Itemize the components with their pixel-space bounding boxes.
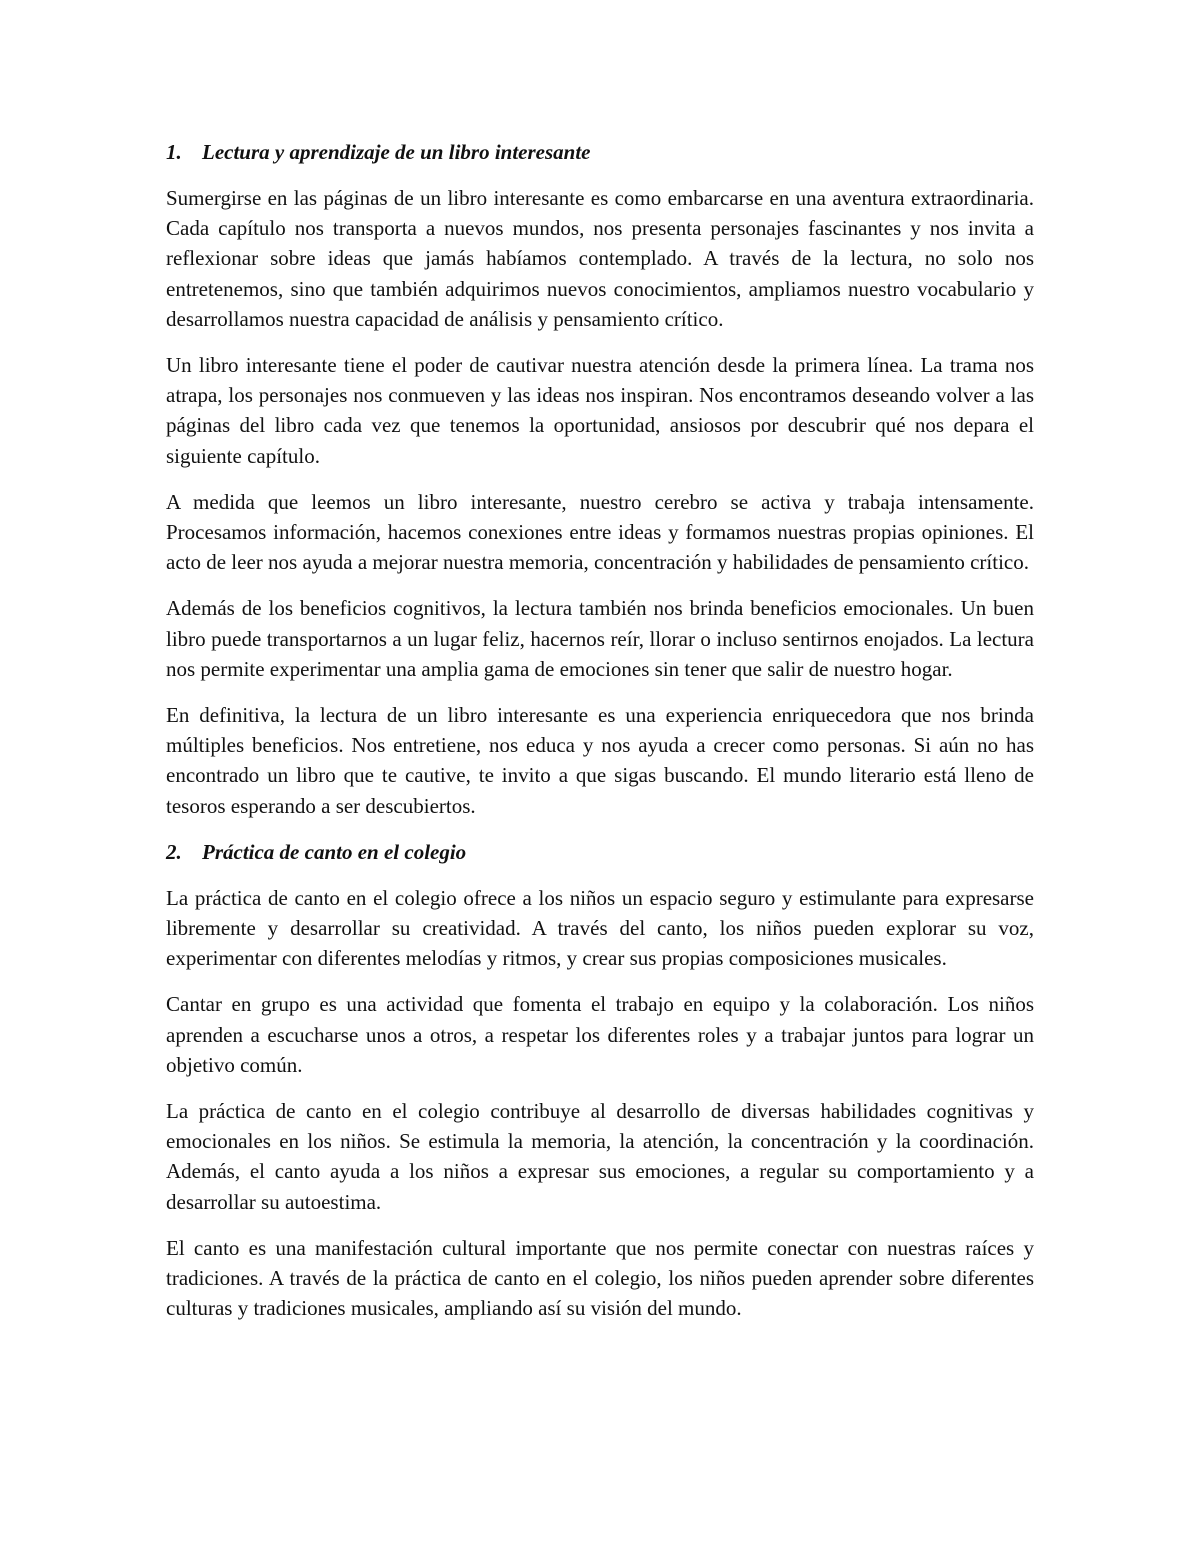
paragraph: En definitiva, la lectura de un libro interesante es una experiencia enriquecedora que nos brinda múltiples beneficios. Nos entretiene, nos educa y nos ayuda a crecer como personas. Si aún no has encontrado un libro que te cautive, te invito a que sigas buscando. El mundo literario está lleno de tesoros esperando a ser descubiertos.	[166, 703, 1034, 818]
section-lectura	[166, 137, 1034, 821]
paragraph: Sumergirse en las páginas de un libro interesante es como embarcarse en una aventura extraordinaria. Cada capítulo nos transporta a nuevos mundos, nos presenta personajes fascinantes y nos invita a reflexionar sobre ideas que jamás habíamos contemplado. A través de la lectura, no solo nos entretenemos, sino que también adquirimos nuevos conocimientos, ampliamos nuestro vocabulario y desarrollamos nuestra capacidad de análisis y pensamiento crítico.	[166, 186, 1034, 331]
paragraph: El canto es una manifestación cultural importante que nos permite conectar con nuestras raíces y tradiciones. A través de la práctica de canto en el colegio, los niños pueden aprender sobre diferentes culturas y tradiciones musicales, ampliando así su visión del mundo.	[166, 1235, 1034, 1321]
section-number: 1.	[166, 140, 182, 164]
paragraph: Cantar en grupo es una actividad que fomenta el trabajo en equipo y la colaboración. Los niños aprenden a escucharse unos a otros, a respetar los diferentes roles y a trabajar juntos para lograr un objetivo común.	[166, 992, 1034, 1077]
section-heading	[166, 837, 1034, 867]
paragraph: Un libro interesante tiene el poder de cautivar nuestra atención desde la primera línea. La trama nos atrapa, los personajes nos conmueven y las ideas nos inspiran. Nos encontramos deseando volver a las páginas del libro cada vez que tenemos la oportunidad, ansiosos por descubrir qué nos depara el siguiente capítulo.	[166, 353, 1034, 468]
paragraph: Además de los beneficios cognitivos, la lectura también nos brinda beneficios emocionales. Un buen libro puede transportarnos a un lugar feliz, hacernos reír, llorar o incluso sentirnos enojados. La lectura nos permite experimentar una amplia gama de emociones sin tener que salir de nuestro hogar.	[166, 596, 1034, 681]
paragraph: A medida que leemos un libro interesante, nuestro cerebro se activa y trabaja intensamente. Procesamos información, hacemos conexiones entre ideas y formamos nuestras propias opiniones. El acto de leer nos ayuda a mejorar nuestra memoria, concentración y habilidades de pensamiento crítico.	[166, 489, 1034, 575]
section-title: Práctica de canto en el colegio	[202, 839, 467, 864]
document-page	[166, 137, 1034, 1340]
paragraph: La práctica de canto en el colegio ofrece a los niños un espacio seguro y estimulante para expresarse libremente y desarrollar su creatividad. A través del canto, los niños pueden explorar su voz, experimentar con diferentes melodías y ritmos, y crear sus propias composiciones musicales.	[166, 885, 1034, 971]
paragraph: La práctica de canto en el colegio contribuye al desarrollo de diversas habilidades cognitivas y emocionales en los niños. Se estimula la memoria, la atención, la concentración y la coordinación. Además, el canto ayuda a los niños a expresar sus emociones, a regular su comportamiento y a desarrollar su autoestima.	[166, 1099, 1034, 1214]
section-canto	[166, 837, 1034, 1324]
section-number: 2.	[166, 839, 182, 864]
section-heading	[166, 137, 1034, 167]
section-title: Lectura y aprendizaje de un libro interesante	[202, 140, 591, 164]
